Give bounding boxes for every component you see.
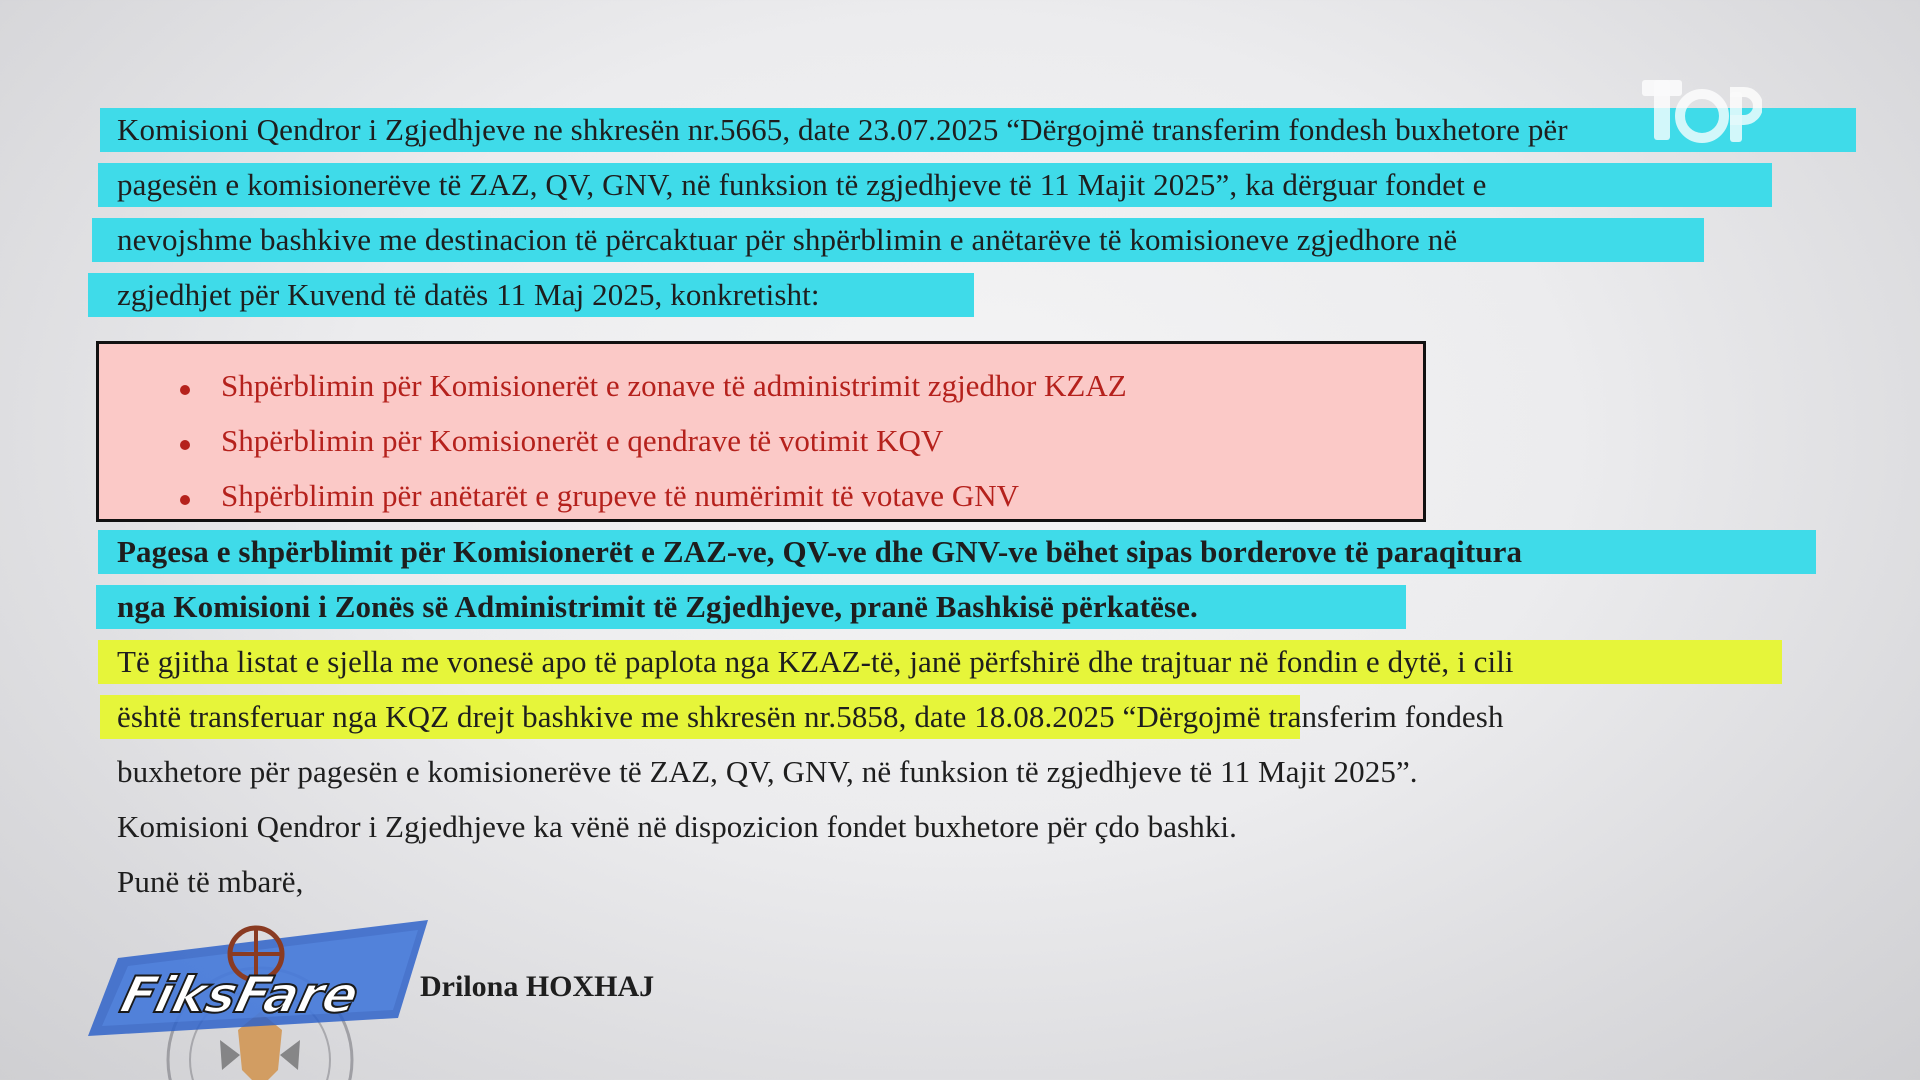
signature-name: Drilona HOXHAJ xyxy=(420,970,655,1003)
paragraph3-line4: Komisioni Qendror i Zgjedhjeve ka vënë në dispozicion fondet buxhetore për çdo bashki. xyxy=(117,809,1237,844)
paragraph1-line4: zgjedhjet për Kuvend të datës 11 Maj 2025, konkretisht: xyxy=(117,277,820,312)
svg-text:FiksFare: FiksFare xyxy=(115,965,365,1024)
bullet-dot-2 xyxy=(180,440,190,450)
paragraph1-line3: nevojshme bashkive me destinacion të përcaktuar për shpërblimin e anëtarëve të komisioneve zgjedhore në xyxy=(117,222,1458,257)
bullet-dot-1 xyxy=(180,385,190,395)
fiksfare-logo-icon xyxy=(88,908,448,1080)
bullet-item-1: Shpërblimin për Komisionerët e zonave të administrimit zgjedhor KZAZ xyxy=(221,368,1127,403)
paragraph3-line3: buxhetore për pagesën e komisionerëve të ZAZ, QV, GNV, në funksion të zgjedhjeve të 11 Majit 2025”. xyxy=(117,754,1418,789)
paragraph1-line2: pagesën e komisionerëve të ZAZ, QV, GNV, në funksion të zgjedhjeve të 11 Majit 2025”, ka dërguar fondet e xyxy=(117,167,1487,202)
paragraph3-line2: është transferuar nga KQZ drejt bashkive me shkresën nr.5858, date 18.08.2025 “Dërgojmë transferim fondesh xyxy=(117,699,1504,734)
paragraph2-line2: nga Komisioni i Zonës së Administrimit të Zgjedhjeve, pranë Bashkisë përkatëse. xyxy=(117,589,1198,624)
paragraph3-line1: Të gjitha listat e sjella me vonesë apo të paplota nga KZAZ-të, janë përfshirë dhe trajtuar në fondin e dytë, i cili xyxy=(117,644,1514,679)
paragraph2-line1: Pagesa e shpërblimit për Komisionerët e ZAZ-ve, QV-ve dhe GNV-ve bëhet sipas borderove të paraqitura xyxy=(117,534,1523,569)
bullet-dot-3 xyxy=(180,495,190,505)
bullet-item-2: Shpërblimin për Komisionerët e qendrave të votimit KQV xyxy=(221,423,944,458)
bullet-item-3: Shpërblimin për anëtarët e grupeve të numërimit të votave GNV xyxy=(221,478,1019,513)
paragraph3-line5: Punë të mbarë, xyxy=(117,864,304,899)
paragraph1-line1: Komisioni Qendror i Zgjedhjeve ne shkresën nr.5665, date 23.07.2025 “Dërgojmë transferim fondesh buxhetore për xyxy=(117,112,1568,147)
top-channel-logo-icon xyxy=(1640,78,1762,148)
